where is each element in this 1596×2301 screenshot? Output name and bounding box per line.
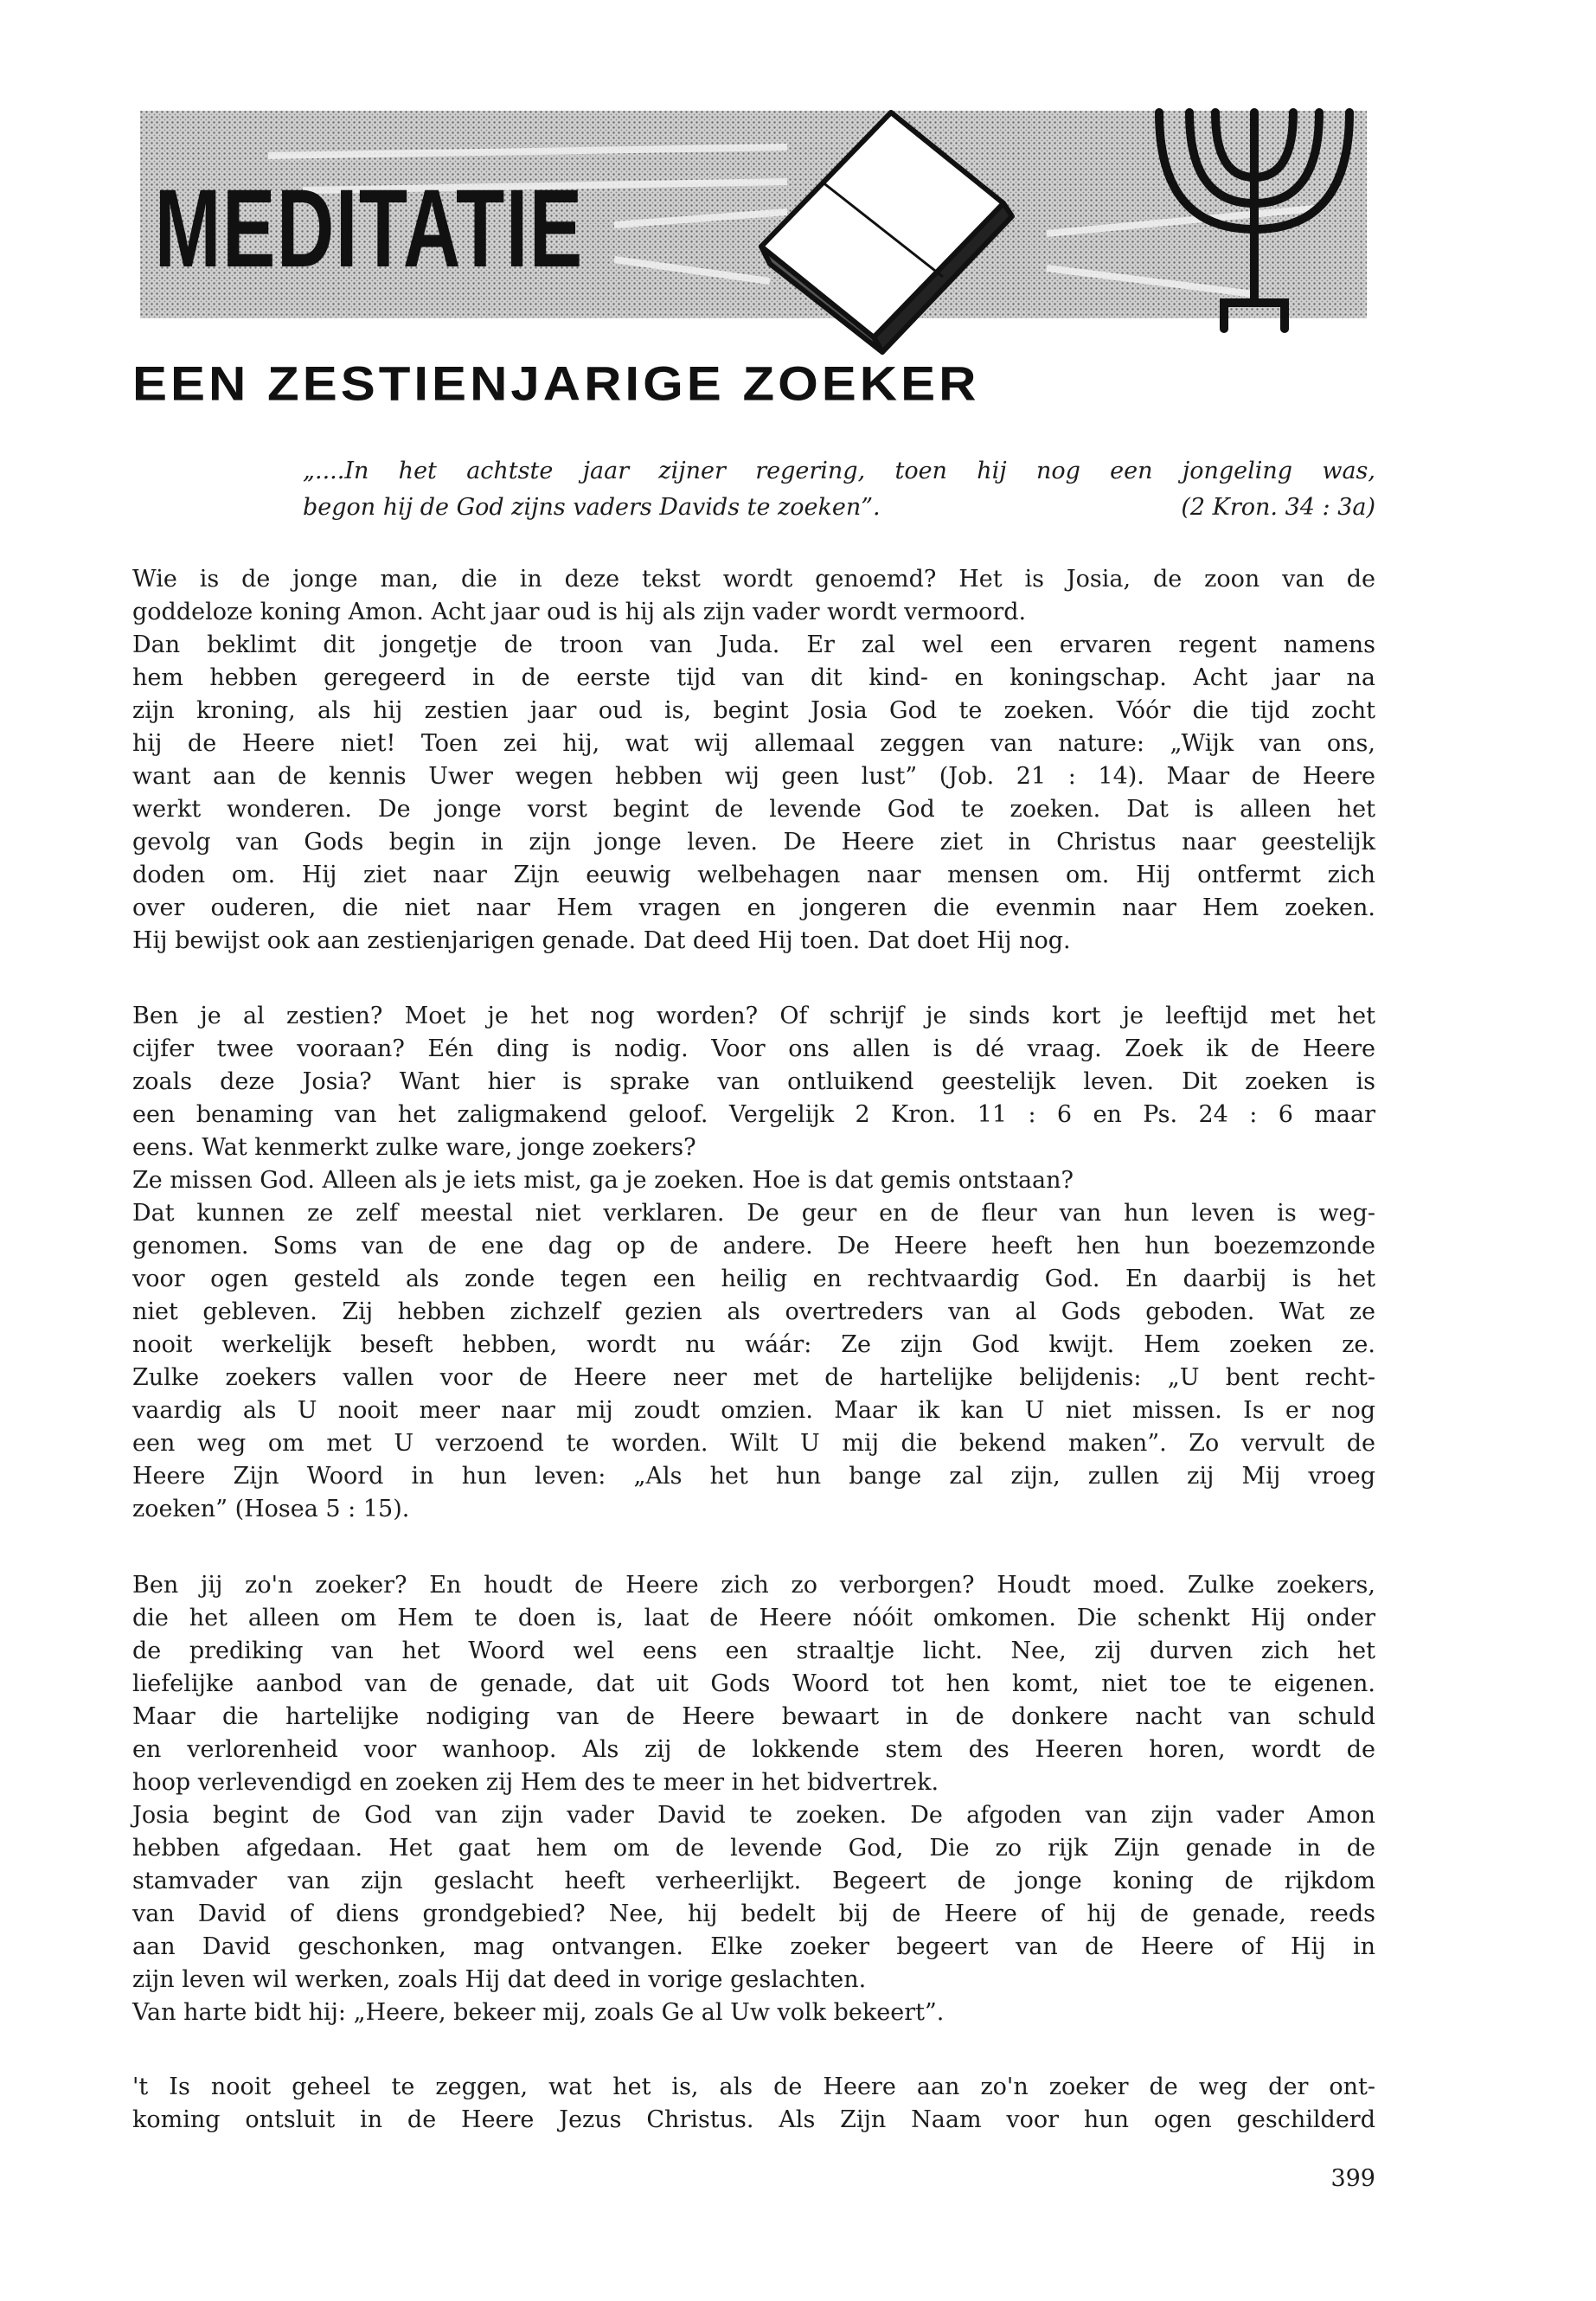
paragraph bbox=[132, 1000, 1375, 1526]
text-line: niet gebleven. Zij hebben zichzelf gezien als overtreders van al Gods geboden. Wat ze bbox=[132, 1298, 1375, 1325]
scripture-quote-line: „....In het achtste jaar zijner regering, toen hij nog een jongeling was, bbox=[303, 458, 1375, 484]
text-line: zijn kroning, als hij zestien jaar oud is, begint Josia God te zoeken. Vóór die tijd zocht bbox=[132, 697, 1375, 724]
text-line: die het alleen om Hem te doen is, laat de Heere nóóit omkomen. Die schenkt Hij onder bbox=[132, 1605, 1375, 1631]
article-title: EEN ZESTIENJARIGE ZOEKER bbox=[132, 356, 980, 411]
text-line: Wie is de jonge man, die in deze tekst wordt genoemd? Het is Josia, de zoon van de bbox=[132, 566, 1375, 593]
text-line: vaardig als U nooit meer naar mij zoudt omzien. Maar ik kan U niet missen. Is er nog bbox=[132, 1397, 1375, 1424]
text-line: nooit werkelijk beseft hebben, wordt nu wáár: Ze zijn God kwijt. Hem zoeken ze. bbox=[132, 1331, 1375, 1358]
text-line: zijn leven wil werken, zoals Hij dat deed in vorige geslachten. bbox=[132, 1966, 867, 1993]
text-line: Van harte bidt hij: „Heere, bekeer mij, zoals Ge al Uw volk bekeert”. bbox=[132, 1999, 945, 2026]
text-line: genomen. Soms van de ene dag op de andere. De Heere heeft hen hun boezemzonde bbox=[132, 1233, 1375, 1259]
text-line: aan David geschonken, mag ontvangen. Elke zoeker begeert van de Heere of Hij in bbox=[132, 1933, 1375, 1960]
text-line: een weg om met U verzoend te worden. Wilt U mij die bekend maken”. Zo vervult de bbox=[132, 1430, 1375, 1457]
text-line: Hij bewijst ook aan zestienjarigen genade. Dat deed Hij toen. Dat doet Hij nog. bbox=[132, 927, 1071, 954]
scripture-reference: (2 Kron. 34 : 3a) bbox=[1181, 494, 1375, 521]
text-line: Ben je al zestien? Moet je het nog worden? Of schrijf je sinds kort je leeftijd met het bbox=[132, 1003, 1375, 1029]
banner-word: MEDITATIE bbox=[154, 166, 584, 291]
text-line: over ouderen, die niet naar Hem vragen en jongeren die evenmin naar Hem zoeken. bbox=[132, 894, 1375, 921]
text-line: gevolg van Gods begin in zijn jonge leven. De Heere ziet in Christus naar geestelijk bbox=[132, 829, 1375, 856]
text-line: cijfer twee vooraan? Eén ding is nodig. Voor ons allen is dé vraag. Zoek ik de Heere bbox=[132, 1035, 1375, 1062]
text-line: een benaming van het zaligmakend geloof. Vergelijk 2 Kron. 11 : 6 en Ps. 24 : 6 maar bbox=[132, 1101, 1375, 1128]
text-line: Ze missen God. Alleen als je iets mist, ga je zoeken. Hoe is dat gemis ontstaan? bbox=[132, 1167, 1074, 1194]
paragraph bbox=[132, 2071, 1375, 2137]
text-line: Dan beklimt dit jongetje de troon van Juda. Er zal wel een ervaren regent namens bbox=[132, 631, 1375, 658]
text-line: hoop verlevendigd en zoeken zij Hem des te meer in het bidvertrek. bbox=[132, 1769, 939, 1796]
paragraph bbox=[132, 563, 1375, 958]
text-line: en verlorenheid voor wanhoop. Als zij de lokkende stem des Heeren horen, wordt de bbox=[132, 1736, 1375, 1763]
text-line: Ben jij zo'n zoeker? En houdt de Heere zich zo verborgen? Houdt moed. Zulke zoekers, bbox=[132, 1572, 1375, 1599]
text-line: hij de Heere niet! Toen zei hij, wat wij allemaal zeggen van nature: „Wijk van ons, bbox=[132, 730, 1375, 757]
text-line: eens. Wat kenmerkt zulke ware, jonge zoekers? bbox=[132, 1134, 696, 1161]
text-line: zoals deze Josia? Want hier is sprake van ontluikend geestelijk leven. Dit zoeken is bbox=[132, 1068, 1375, 1095]
text-line: werkt wonderen. De jonge vorst begint de levende God te zoeken. Dat is alleen het bbox=[132, 796, 1375, 823]
text-line: van David of diens grondgebied? Nee, hij bedelt bij de Heere of hij de genade, reeds bbox=[132, 1900, 1375, 1927]
text-line: Heere Zijn Woord in hun leven: „Als het hun bange zal zijn, zullen zij Mij vroeg bbox=[132, 1463, 1375, 1490]
text-line: Josia begint de God van zijn vader David te zoeken. De afgoden van zijn vader Amon bbox=[132, 1802, 1375, 1829]
text-line: Maar die hartelijke nodiging van de Heere bewaart in de donkere nacht van schuld bbox=[132, 1703, 1375, 1730]
text-line: de prediking van het Woord wel eens een straaltje licht. Nee, zij durven zich het bbox=[132, 1638, 1375, 1664]
scripture-quote-line bbox=[303, 490, 1375, 526]
text-line: want aan de kennis Uwer wegen hebben wij geen lust” (Job. 21 : 14). Maar de Heere bbox=[132, 763, 1375, 790]
text-line: 't Is nooit geheel te zeggen, wat het is, als de Heere aan zo'n zoeker de weg der ont- bbox=[132, 2073, 1375, 2100]
scripture-quote-text: begon hij de God zijns vaders Davids te zoeken”. bbox=[303, 494, 881, 521]
text-line: hebben afgedaan. Het gaat hem om de levende God, Die zo rijk Zijn genade in de bbox=[132, 1835, 1375, 1862]
text-line: stamvader van zijn geslacht heeft verheerlijkt. Begeert de jonge koning de rijkdom bbox=[132, 1868, 1375, 1894]
text-line: voor ogen gesteld als zonde tegen een heilig en rechtvaardig God. En daarbij is het bbox=[132, 1266, 1375, 1292]
text-line: hem hebben geregeerd in de eerste tijd van dit kind- en koningschap. Acht jaar na bbox=[132, 664, 1375, 691]
text-line: Zulke zoekers vallen voor de Heere neer met de hartelijke belijdenis: „U bent recht- bbox=[132, 1364, 1375, 1391]
text-line: goddeloze koning Amon. Acht jaar oud is hij als zijn vader wordt vermoord. bbox=[132, 599, 1027, 625]
text-line: doden om. Hij ziet naar Zijn eeuwig welbehagen naar mensen om. Hij ontfermt zich bbox=[132, 862, 1375, 888]
meditatie-header-banner bbox=[130, 95, 1375, 372]
text-line: liefelijke aanbod van de genade, dat uit Gods Woord tot hen komt, niet toe te eigenen. bbox=[132, 1670, 1375, 1697]
paragraph bbox=[132, 1569, 1375, 2029]
text-line: Dat kunnen ze zelf meestal niet verklaren. De geur en de fleur van hun leven is weg- bbox=[132, 1200, 1375, 1227]
page-number: 399 bbox=[1330, 2165, 1375, 2192]
text-line: koming ontsluit in de Heere Jezus Christus. Als Zijn Naam voor hun ogen geschilderd bbox=[132, 2106, 1375, 2133]
text-line: zoeken” (Hosea 5 : 15). bbox=[132, 1496, 410, 1522]
